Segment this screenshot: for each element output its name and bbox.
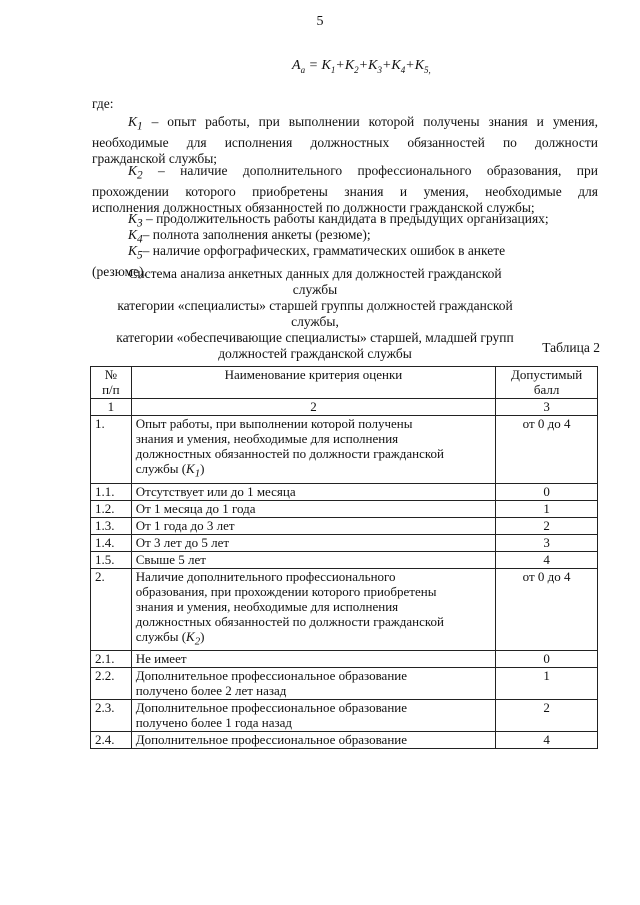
table-row (91, 483, 598, 500)
table-row (91, 700, 598, 732)
column-number-row (91, 399, 598, 416)
table-row (91, 651, 598, 668)
page-number: 5 (316, 14, 324, 29)
row-num: 1.5. (91, 551, 132, 568)
row-score: 2 (496, 700, 598, 732)
table-row (91, 732, 598, 749)
row-name: Наличие дополнительного профессионального образования, при прохождении которого приобретены знания и умения, необходимые для исполнения должностных обязанностей по должности гражданской службы $(K_2)$ (131, 568, 495, 651)
row-score: 1 (496, 668, 598, 700)
table-row (91, 517, 598, 534)
row-num: 2. (91, 568, 132, 651)
row-name: Отсутствует или до 1 месяца (131, 483, 495, 500)
definition-k4: $K_4-$ полнота заполнения анкеты (резюме); (128, 227, 371, 246)
section-heading: Система анализа анкетных данных для должностей гражданской службы категории «специалисты» старшей группы должностей гражданской службы, категории «обеспечивающие специалисты» старшей, младшей групп должностей гражданской службы (116, 266, 514, 361)
col-number: 2 (131, 399, 495, 416)
definition-k3: $K_3$ – продолжительность работы кандидата в предыдущих организациях; (128, 211, 549, 230)
header-score: Допустимый балл (496, 367, 598, 399)
row-name: Не имеет (131, 651, 495, 668)
row-num: 2.1. (91, 651, 132, 668)
row-name: Дополнительное профессиональное образование (131, 732, 495, 749)
formula: $A_a = K_1+K_2+K_3+K_4+K_{5,}$ (292, 58, 431, 75)
row-score: 4 (496, 551, 598, 568)
definition-k1: $K_1$ – опыт работы, при выполнении которой получены знания и умения, необходимые для исполнения должностных обязанностей по должности гражданской службы; (92, 114, 598, 166)
row-num: 2.2. (91, 668, 132, 700)
row-num: 1.3. (91, 517, 132, 534)
row-name: Свыше 5 лет (131, 551, 495, 568)
row-name: Дополнительное профессиональное образование получено более 2 лет назад (131, 668, 495, 700)
definition-k5: $K_5-$ наличие орфографических, грамматических ошибок в анкете (резюме). (92, 243, 506, 279)
row-score: 1 (496, 500, 598, 517)
row-num: 2.4. (91, 732, 132, 749)
table-row (91, 500, 598, 517)
row-name: Дополнительное профессиональное образование получено более 1 года назад (131, 700, 495, 732)
table-row (91, 534, 598, 551)
definition-k2: $K_2$ – наличие дополнительного профессионального образования, при прохождении которого приобретены знания и умения, необходимые для исполнения должностных обязанностей по должности гражданской службы; (92, 163, 598, 215)
col-number: 3 (496, 399, 598, 416)
header-name: Наименование критерия оценки (131, 367, 495, 399)
row-name: От 1 месяца до 1 года (131, 500, 495, 517)
row-name: От 3 лет до 5 лет (131, 534, 495, 551)
row-score: 0 (496, 483, 598, 500)
col-number: 1 (91, 399, 132, 416)
row-num: 2.3. (91, 700, 132, 732)
table-row (91, 568, 598, 651)
row-score: от 0 до 4 (496, 568, 598, 651)
table-row (91, 416, 598, 484)
row-score: от 0 до 4 (496, 416, 598, 484)
header-num: № п/п (91, 367, 132, 399)
table-header-row (91, 367, 598, 399)
row-score: 2 (496, 517, 598, 534)
row-name: Опыт работы, при выполнении которой получены знания и умения, необходимые для исполнения должностных обязанностей по должности гражданской службы $(K_1)$ (131, 416, 495, 484)
row-num: 1.4. (91, 534, 132, 551)
table-row (91, 551, 598, 568)
row-num: 1. (91, 416, 132, 484)
where-label: где: (92, 96, 114, 111)
row-score: 3 (496, 534, 598, 551)
row-num: 1.1. (91, 483, 132, 500)
criteria-table (90, 366, 598, 749)
row-score: 0 (496, 651, 598, 668)
row-score: 4 (496, 732, 598, 749)
table-label: Таблица 2 (542, 340, 600, 355)
row-num: 1.2. (91, 500, 132, 517)
table-row (91, 668, 598, 700)
row-name: От 1 года до 3 лет (131, 517, 495, 534)
